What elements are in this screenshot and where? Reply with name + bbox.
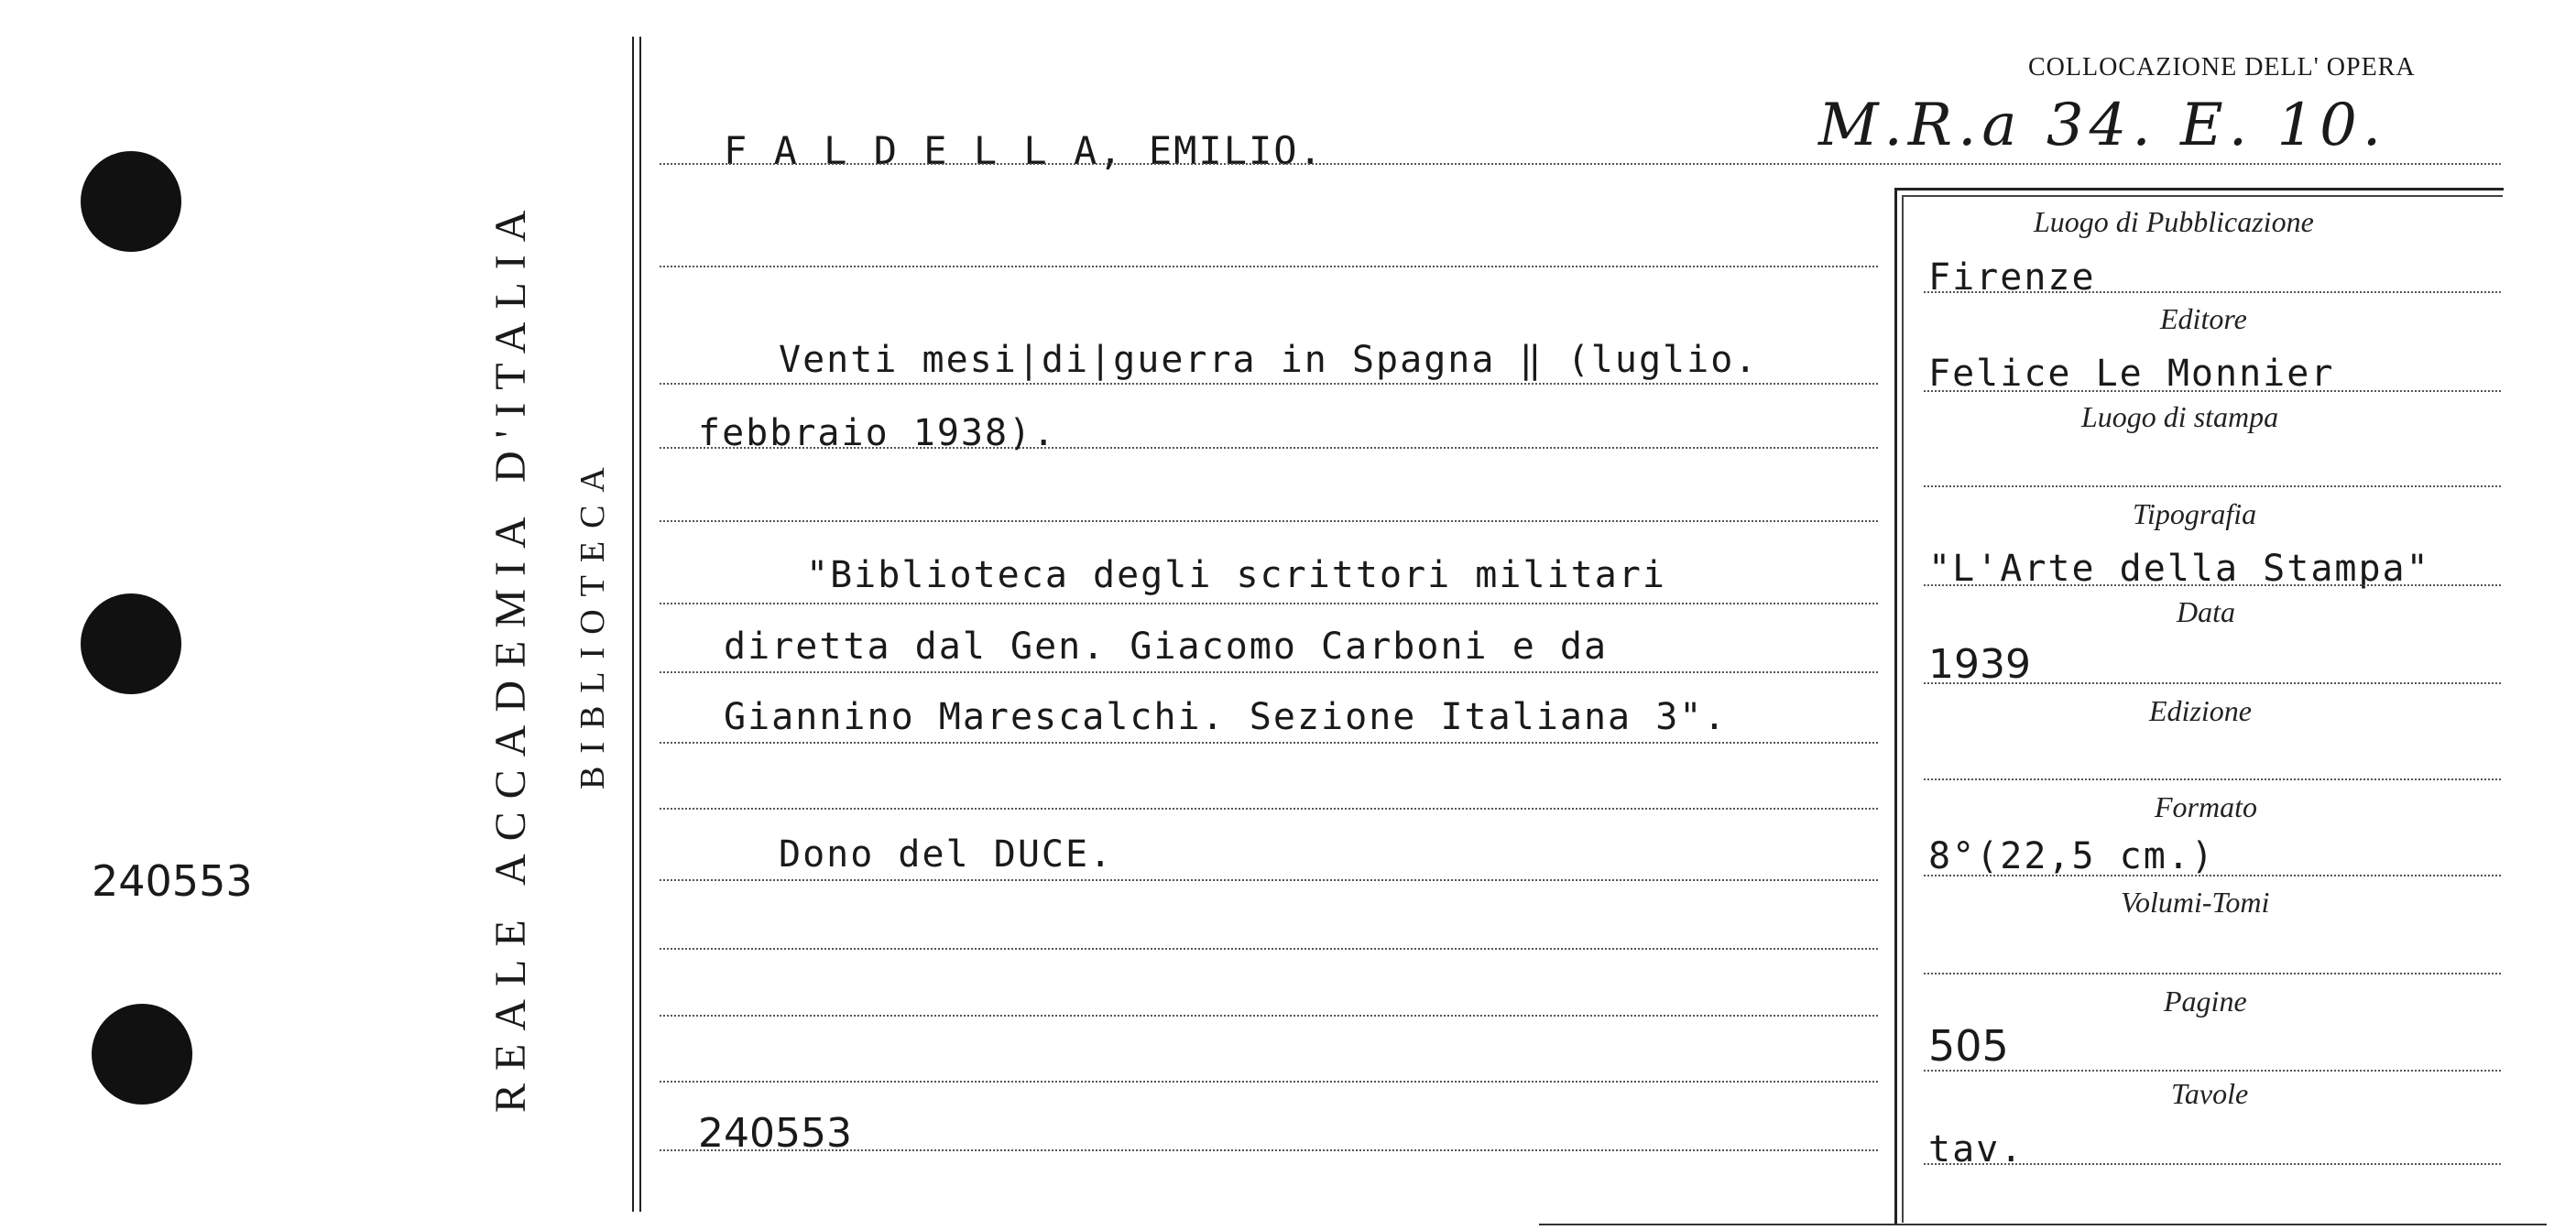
punch-hole-top <box>81 151 181 252</box>
volumi-tomi-label: Volumi-Tomi <box>2121 886 2270 919</box>
tipografia-value: "L'Arte della Stampa" <box>1928 548 2430 590</box>
luogo-pubblicazione-label: Luogo di Pubblicazione <box>2034 205 2314 238</box>
left-double-rule-a <box>632 37 634 1212</box>
collocation-shelfmark: M.R.a 34. E. 10. <box>1818 92 2387 159</box>
bottom-rule <box>1539 1224 2547 1225</box>
dotted-line-11 <box>660 1015 1878 1017</box>
panel-dotted-9 <box>1924 1070 2501 1072</box>
dotted-line-6 <box>660 671 1878 673</box>
side-inventory-number: 240553 <box>92 856 253 906</box>
editore-label: Editore <box>2160 302 2247 335</box>
formato-label: Formato <box>2155 790 2257 823</box>
left-double-rule-b <box>639 37 641 1212</box>
author-dotted-line <box>660 163 2501 165</box>
institution-vertical-text: REALE ACCADEMIA D'ITALIA <box>486 197 535 1113</box>
title-line-2: febbraio 1938). <box>698 412 1057 454</box>
dotted-line-1 <box>660 266 1878 267</box>
edizione-label: Edizione <box>2149 694 2252 727</box>
dotted-line-9 <box>660 879 1878 881</box>
tavole-value: tav. <box>1928 1128 2025 1170</box>
panel-dotted-8 <box>1924 973 2501 974</box>
panel-dotted-5 <box>1924 682 2501 684</box>
panel-dotted-7 <box>1924 875 2501 876</box>
donation-note: Dono del DUCE. <box>779 833 1114 876</box>
tavole-label: Tavole <box>2171 1077 2249 1110</box>
panel-dotted-4 <box>1924 584 2501 586</box>
luogo-pubblicazione-value: Firenze <box>1928 256 2096 299</box>
dotted-line-5 <box>660 603 1878 604</box>
card-inventory-number: 240553 <box>698 1110 852 1157</box>
panel-dotted-10 <box>1924 1163 2501 1165</box>
pagine-value: 505 <box>1928 1021 2009 1071</box>
series-line-2: diretta dal Gen. Giacomo Carboni e da <box>724 626 1609 668</box>
title-line-1: Venti mesi|di|guerra in Spagna ‖ (luglio. <box>779 339 1759 381</box>
tipografia-label: Tipografia <box>2133 497 2257 530</box>
pagine-label: Pagine <box>2164 985 2247 1018</box>
data-value: 1939 <box>1928 641 2031 688</box>
punch-hole-middle <box>81 593 181 694</box>
library-vertical-text: BIBLIOTECA <box>573 454 612 789</box>
series-line-3: Giannino Marescalchi. Sezione Italiana 3". <box>724 696 1728 738</box>
author-name: F A L D E L L A, EMILIO. <box>724 128 1324 173</box>
dotted-line-8 <box>660 808 1878 810</box>
dotted-line-2 <box>660 383 1878 385</box>
dotted-line-4 <box>660 520 1878 522</box>
panel-dotted-2 <box>1924 390 2501 392</box>
series-line-1: "Biblioteca degli scrittori militari <box>806 554 1666 596</box>
dotted-line-12 <box>660 1081 1878 1083</box>
editore-value: Felice Le Monnier <box>1928 353 2335 395</box>
dotted-line-10 <box>660 948 1878 950</box>
dotted-line-7 <box>660 742 1878 744</box>
collocation-header: COLLOCAZIONE DELL' OPERA <box>2028 53 2416 82</box>
panel-dotted-1 <box>1924 291 2501 293</box>
panel-dotted-3 <box>1924 485 2501 487</box>
data-label: Data <box>2177 595 2235 628</box>
panel-dotted-6 <box>1924 778 2501 780</box>
punch-hole-bottom <box>92 1004 192 1105</box>
formato-value: 8°(22,5 cm.) <box>1928 835 2215 877</box>
luogo-stampa-label: Luogo di stampa <box>2081 400 2279 433</box>
